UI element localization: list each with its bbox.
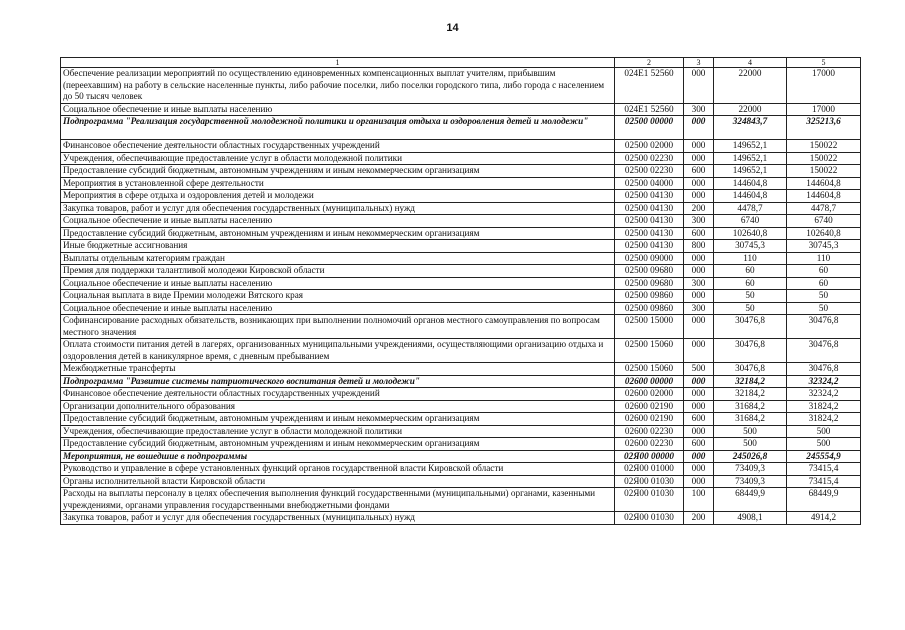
row-value-col5-cell: 50 <box>787 302 861 315</box>
table-row <box>61 388 861 401</box>
row-kind-cell: 300 <box>684 215 714 228</box>
row-kind-cell: 000 <box>684 425 714 438</box>
row-name-cell: Премия для поддержки талантливой молодежи Кировской области <box>61 265 615 278</box>
row-name-cell: Подпрограмма "Развитие системы патриотического воспитания детей и молодежи" <box>61 375 615 388</box>
row-value-col4-cell: 73409,3 <box>714 463 787 476</box>
row-kind-cell: 000 <box>684 68 714 104</box>
table-header-row <box>61 58 861 68</box>
table-row <box>61 425 861 438</box>
table-row <box>61 215 861 228</box>
row-kind-cell: 000 <box>684 475 714 488</box>
row-kind-cell: 500 <box>684 363 714 376</box>
row-kind-cell: 300 <box>684 277 714 290</box>
row-kind-cell: 600 <box>684 438 714 451</box>
row-name-cell: Закупка товаров, работ и услуг для обеспечения государственных (муниципальных) нужд <box>61 512 615 525</box>
row-kind-cell: 300 <box>684 103 714 116</box>
row-code-cell: 02600 00000 <box>615 375 684 388</box>
row-value-col5-cell: 150022 <box>787 140 861 153</box>
table-row <box>61 400 861 413</box>
row-kind-cell: 200 <box>684 512 714 525</box>
table-row <box>61 152 861 165</box>
row-name-cell: Софинансирование расходных обязательств, возникающих при выполнении полномочий органов местного самоуправления по вопросам местного значения <box>61 315 615 339</box>
row-value-col5-cell: 325213,6 <box>787 116 861 140</box>
row-code-cell: 02500 00000 <box>615 116 684 140</box>
row-code-cell: 02500 15060 <box>615 363 684 376</box>
row-kind-cell: 600 <box>684 165 714 178</box>
row-code-cell: 02500 09860 <box>615 302 684 315</box>
row-code-cell: 02500 04000 <box>615 177 684 190</box>
row-name-cell: Организации дополнительного образования <box>61 400 615 413</box>
row-code-cell: 02600 02190 <box>615 413 684 426</box>
row-kind-cell: 000 <box>684 388 714 401</box>
row-name-cell: Социальное обеспечение и иные выплаты населению <box>61 302 615 315</box>
row-code-cell: 02500 09860 <box>615 290 684 303</box>
row-value-col5-cell: 73415,4 <box>787 463 861 476</box>
table-row <box>61 463 861 476</box>
row-value-col4-cell: 50 <box>714 302 787 315</box>
row-code-cell: 02Я00 01000 <box>615 463 684 476</box>
row-value-col4-cell: 324843,7 <box>714 116 787 140</box>
table-row <box>61 277 861 290</box>
row-kind-cell: 000 <box>684 252 714 265</box>
table-row <box>61 475 861 488</box>
row-kind-cell: 000 <box>684 152 714 165</box>
row-value-col4-cell: 149652,1 <box>714 152 787 165</box>
row-value-col4-cell: 68449,9 <box>714 488 787 512</box>
row-value-col5-cell: 31824,2 <box>787 400 861 413</box>
row-code-cell: 02Я00 01030 <box>615 475 684 488</box>
row-name-cell: Учреждения, обеспечивающие предоставление услуг в области молодежной политики <box>61 152 615 165</box>
row-code-cell: 02Я00 01030 <box>615 488 684 512</box>
row-value-col4-cell: 500 <box>714 438 787 451</box>
row-name-cell: Межбюджетные трансферты <box>61 363 615 376</box>
header-cell-1: 1 <box>61 58 615 68</box>
table-row <box>61 240 861 253</box>
row-name-cell: Мероприятия в установленной сфере деятельности <box>61 177 615 190</box>
row-code-cell: 02500 02000 <box>615 140 684 153</box>
row-name-cell: Социальная выплата в виде Премии молодежи Вятского края <box>61 290 615 303</box>
row-value-col5-cell: 32324,2 <box>787 375 861 388</box>
row-kind-cell: 300 <box>684 302 714 315</box>
row-value-col4-cell: 4478,7 <box>714 202 787 215</box>
row-value-col4-cell: 6740 <box>714 215 787 228</box>
row-name-cell: Финансовое обеспечение деятельности областных государственных учреждений <box>61 388 615 401</box>
page-number: 14 <box>446 22 459 34</box>
header-cell-3: 3 <box>684 58 714 68</box>
row-code-cell: 02600 02230 <box>615 425 684 438</box>
table-row <box>61 202 861 215</box>
row-value-col4-cell: 31684,2 <box>714 400 787 413</box>
row-kind-cell: 000 <box>684 450 714 463</box>
row-kind-cell: 000 <box>684 400 714 413</box>
row-value-col4-cell: 30476,8 <box>714 339 787 363</box>
row-kind-cell: 000 <box>684 265 714 278</box>
row-kind-cell: 800 <box>684 240 714 253</box>
table-row <box>61 265 861 278</box>
row-value-col5-cell: 4478,7 <box>787 202 861 215</box>
table-row <box>61 252 861 265</box>
table-row <box>61 177 861 190</box>
row-value-col4-cell: 60 <box>714 277 787 290</box>
row-code-cell: 02500 04130 <box>615 202 684 215</box>
row-name-cell: Руководство и управление в сфере установленных функций органов государственной власти Кировской области <box>61 463 615 476</box>
row-name-cell: Подпрограмма "Реализация государственной молодежной политики и организация отдыха и оздоровления детей и молодежи" <box>61 116 615 140</box>
row-value-col4-cell: 32184,2 <box>714 375 787 388</box>
row-value-col4-cell: 30476,8 <box>714 363 787 376</box>
table-row <box>61 227 861 240</box>
row-code-cell: 024Е1 52560 <box>615 103 684 116</box>
row-value-col5-cell: 17000 <box>787 68 861 104</box>
row-value-col5-cell: 30476,8 <box>787 363 861 376</box>
row-name-cell: Социальное обеспечение и иные выплаты населению <box>61 215 615 228</box>
row-name-cell: Социальное обеспечение и иные выплаты населению <box>61 277 615 290</box>
table-row <box>61 103 861 116</box>
row-code-cell: 02500 04130 <box>615 215 684 228</box>
row-value-col5-cell: 102640,8 <box>787 227 861 240</box>
row-kind-cell: 600 <box>684 413 714 426</box>
row-code-cell: 02600 02190 <box>615 400 684 413</box>
row-kind-cell: 000 <box>684 190 714 203</box>
table-row <box>61 165 861 178</box>
table-row <box>61 512 861 525</box>
row-name-cell: Обеспечение реализации мероприятий по осуществлению единовременных компенсационных выплат учителям, прибывшим (переехавшим) на работу в сельские населенные пункты, либо рабочие поселки, либо поселки городского типа, либо города с населением до 50 тысяч человек <box>61 68 615 104</box>
row-value-col4-cell: 149652,1 <box>714 140 787 153</box>
header-cell-2: 2 <box>615 58 684 68</box>
row-name-cell: Финансовое обеспечение деятельности областных государственных учреждений <box>61 140 615 153</box>
row-kind-cell: 000 <box>684 140 714 153</box>
row-name-cell: Оплата стоимости питания детей в лагерях, организованных муниципальными учреждениями, осуществляющими организацию отдыха и оздоровления детей в каникулярное время, с дневным пребыванием <box>61 339 615 363</box>
row-value-col4-cell: 32184,2 <box>714 388 787 401</box>
row-value-col5-cell: 60 <box>787 277 861 290</box>
row-value-col4-cell: 22000 <box>714 103 787 116</box>
row-value-col4-cell: 102640,8 <box>714 227 787 240</box>
row-code-cell: 02500 04130 <box>615 227 684 240</box>
row-name-cell: Выплаты отдельным категориям граждан <box>61 252 615 265</box>
row-kind-cell: 100 <box>684 488 714 512</box>
row-value-col5-cell: 4914,2 <box>787 512 861 525</box>
row-value-col4-cell: 245026,8 <box>714 450 787 463</box>
row-value-col5-cell: 50 <box>787 290 861 303</box>
row-value-col5-cell: 30745,3 <box>787 240 861 253</box>
table-row <box>61 375 861 388</box>
row-code-cell: 02500 09680 <box>615 265 684 278</box>
row-kind-cell: 000 <box>684 315 714 339</box>
row-value-col5-cell: 150022 <box>787 165 861 178</box>
row-value-col5-cell: 17000 <box>787 103 861 116</box>
row-value-col5-cell: 60 <box>787 265 861 278</box>
row-kind-cell: 000 <box>684 177 714 190</box>
row-value-col4-cell: 144604,8 <box>714 177 787 190</box>
row-value-col5-cell: 30476,8 <box>787 339 861 363</box>
row-value-col5-cell: 110 <box>787 252 861 265</box>
row-value-col5-cell: 6740 <box>787 215 861 228</box>
row-kind-cell: 000 <box>684 375 714 388</box>
table-row <box>61 68 861 104</box>
row-value-col5-cell: 68449,9 <box>787 488 861 512</box>
row-value-col5-cell: 245554,9 <box>787 450 861 463</box>
row-name-cell: Закупка товаров, работ и услуг для обеспечения государственных (муниципальных) нужд <box>61 202 615 215</box>
row-value-col4-cell: 144604,8 <box>714 190 787 203</box>
row-value-col4-cell: 110 <box>714 252 787 265</box>
row-kind-cell: 000 <box>684 290 714 303</box>
row-name-cell: Предоставление субсидий бюджетным, автономным учреждениям и иным некоммерческим организациям <box>61 413 615 426</box>
row-value-col4-cell: 149652,1 <box>714 165 787 178</box>
table-row <box>61 302 861 315</box>
row-name-cell: Предоставление субсидий бюджетным, автономным учреждениям и иным некоммерческим организациям <box>61 438 615 451</box>
row-name-cell: Предоставление субсидий бюджетным, автономным учреждениям и иным некоммерческим организациям <box>61 227 615 240</box>
table-row <box>61 363 861 376</box>
row-value-col5-cell: 500 <box>787 438 861 451</box>
row-name-cell: Мероприятия, не вошедшие в подпрограммы <box>61 450 615 463</box>
row-value-col4-cell: 60 <box>714 265 787 278</box>
row-value-col4-cell: 50 <box>714 290 787 303</box>
row-code-cell: 02500 02230 <box>615 165 684 178</box>
row-kind-cell: 000 <box>684 463 714 476</box>
header-cell-5: 5 <box>787 58 861 68</box>
row-value-col5-cell: 144604,8 <box>787 177 861 190</box>
row-kind-cell: 600 <box>684 227 714 240</box>
row-name-cell: Иные бюджетные ассигнования <box>61 240 615 253</box>
row-value-col4-cell: 73409,3 <box>714 475 787 488</box>
header-cell-4: 4 <box>714 58 787 68</box>
row-code-cell: 02600 02230 <box>615 438 684 451</box>
row-value-col5-cell: 73415,4 <box>787 475 861 488</box>
row-name-cell: Предоставление субсидий бюджетным, автономным учреждениям и иным некоммерческим организациям <box>61 165 615 178</box>
table-row <box>61 190 861 203</box>
row-value-col5-cell: 31824,2 <box>787 413 861 426</box>
row-value-col5-cell: 30476,8 <box>787 315 861 339</box>
row-value-col5-cell: 144604,8 <box>787 190 861 203</box>
row-code-cell: 02500 15000 <box>615 315 684 339</box>
row-code-cell: 02500 02230 <box>615 152 684 165</box>
row-kind-cell: 000 <box>684 116 714 140</box>
budget-table <box>60 57 861 525</box>
row-value-col4-cell: 4908,1 <box>714 512 787 525</box>
row-name-cell: Учреждения, обеспечивающие предоставление услуг в области молодежной политики <box>61 425 615 438</box>
table-row <box>61 438 861 451</box>
row-value-col5-cell: 150022 <box>787 152 861 165</box>
row-value-col5-cell: 500 <box>787 425 861 438</box>
row-value-col4-cell: 30476,8 <box>714 315 787 339</box>
row-code-cell: 02500 04130 <box>615 190 684 203</box>
row-value-col4-cell: 22000 <box>714 68 787 104</box>
row-name-cell: Мероприятия в сфере отдыха и оздоровления детей и молодежи <box>61 190 615 203</box>
table-row <box>61 116 861 140</box>
row-code-cell: 02500 09000 <box>615 252 684 265</box>
table-row <box>61 290 861 303</box>
row-name-cell: Органы исполнительной власти Кировской области <box>61 475 615 488</box>
row-code-cell: 024Е1 52560 <box>615 68 684 104</box>
row-code-cell: 02500 09680 <box>615 277 684 290</box>
row-name-cell: Расходы на выплаты персоналу в целях обеспечения выполнения функций государственными (муниципальными) органами, казенными учреждениями, органами управления государственными внебюджетными фондами <box>61 488 615 512</box>
row-code-cell: 02500 15060 <box>615 339 684 363</box>
table-row <box>61 315 861 339</box>
row-value-col4-cell: 30745,3 <box>714 240 787 253</box>
table-row <box>61 140 861 153</box>
table-row <box>61 339 861 363</box>
table-row <box>61 450 861 463</box>
row-code-cell: 02600 02000 <box>615 388 684 401</box>
row-value-col4-cell: 31684,2 <box>714 413 787 426</box>
row-name-cell: Социальное обеспечение и иные выплаты населению <box>61 103 615 116</box>
row-kind-cell: 000 <box>684 339 714 363</box>
row-value-col5-cell: 32324,2 <box>787 388 861 401</box>
table-row <box>61 488 861 512</box>
row-code-cell: 02Я00 01030 <box>615 512 684 525</box>
table-row <box>61 413 861 426</box>
row-value-col4-cell: 500 <box>714 425 787 438</box>
row-kind-cell: 200 <box>684 202 714 215</box>
row-code-cell: 02500 04130 <box>615 240 684 253</box>
row-code-cell: 02Я00 00000 <box>615 450 684 463</box>
